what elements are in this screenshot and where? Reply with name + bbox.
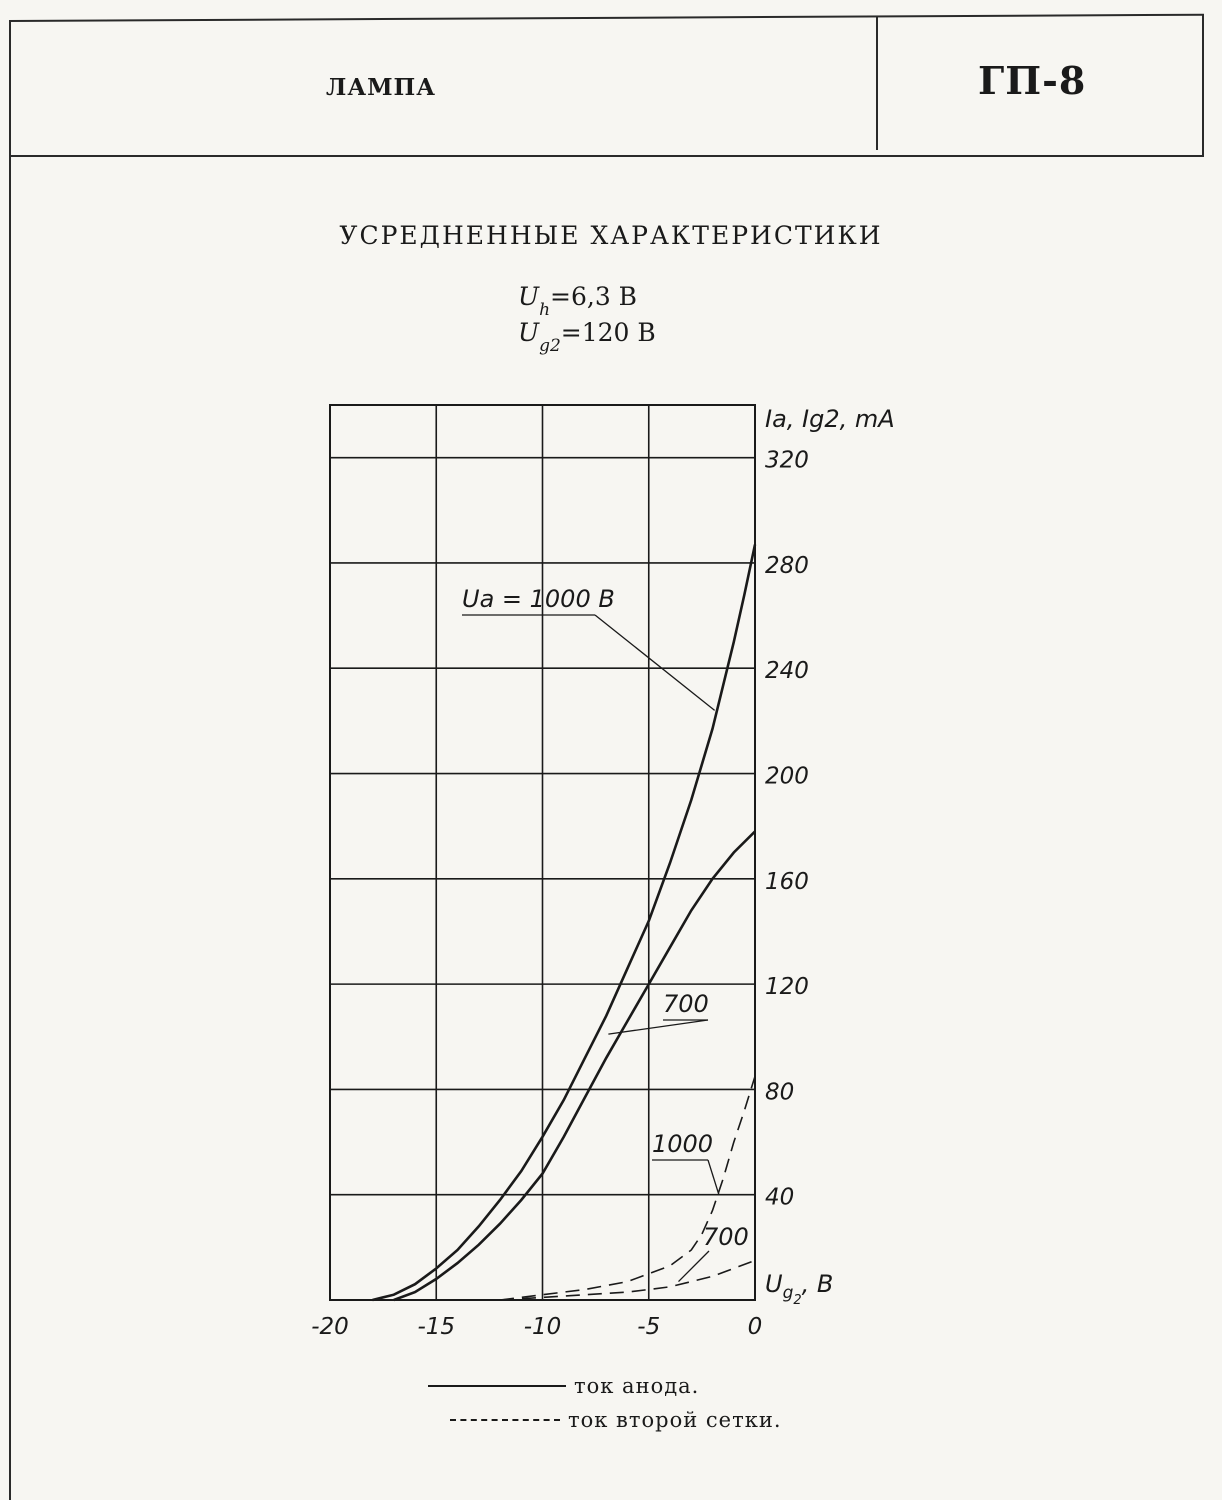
annotation-anode-1000: Ua = 1000 B — [462, 585, 615, 613]
annotation-grid2-1000: 1000 — [652, 1130, 714, 1158]
series-anode-0 — [373, 545, 756, 1301]
condition-heater-sub: h — [539, 300, 551, 320]
y-tick-label: 280 — [765, 552, 809, 579]
x-axis-label-symbol: U — [765, 1270, 783, 1298]
annotation-grid2-700-leader — [679, 1251, 710, 1282]
legend-dashed-swatch — [450, 1419, 560, 1421]
x-axis-label-unit: , B — [801, 1270, 834, 1298]
condition-screen-sub: g2 — [539, 336, 561, 356]
x-tick-label: -5 — [637, 1314, 661, 1340]
x-axis-label-sub: g — [782, 1283, 794, 1303]
annotation-grid2-700: 700 — [703, 1223, 749, 1251]
doc-code: ГП-8 — [978, 58, 1087, 103]
y-tick-label: 160 — [765, 868, 809, 895]
x-axis-label — [765, 1270, 833, 1308]
legend-anode-label: ток анода. — [574, 1374, 700, 1398]
y-tick-label: 320 — [765, 447, 809, 474]
annotation-anode-1000-leader — [595, 615, 715, 710]
condition-screen-symbol: U — [518, 318, 540, 347]
y-tick-label: 40 — [765, 1184, 795, 1211]
annotation-grid2-1000-leader — [708, 1160, 719, 1195]
chart-title: УСРЕДНЕННЫЕ ХАРАКТЕРИСТИКИ — [339, 221, 883, 250]
doc-label: ЛАМПА — [326, 74, 436, 101]
condition-heater-symbol: U — [518, 282, 540, 311]
x-axis-label-subsub: 2 — [793, 1293, 802, 1308]
y-tick-label: 80 — [765, 1079, 795, 1106]
condition-heater-value: =6,3 В — [550, 282, 638, 311]
legend-grid2-label: ток второй сетки. — [568, 1408, 782, 1432]
x-tick-label: -20 — [311, 1314, 349, 1340]
x-tick-label: -15 — [417, 1314, 456, 1340]
series-grid2-3 — [500, 1261, 755, 1301]
x-tick-label: -10 — [523, 1314, 562, 1340]
series-anode-1 — [394, 831, 755, 1300]
y-axis-label: Ia, Ig2, mA — [765, 405, 895, 433]
y-tick-label: 200 — [765, 763, 809, 790]
annotation-anode-700: 700 — [663, 990, 709, 1018]
y-tick-label: 240 — [765, 658, 809, 685]
x-tick-label: 0 — [747, 1314, 763, 1340]
y-tick-label: 120 — [765, 974, 809, 1001]
condition-screen-value: =120 В — [560, 318, 656, 347]
legend-anode — [428, 1374, 699, 1398]
legend-solid-swatch — [428, 1385, 566, 1387]
legend-grid2 — [450, 1408, 782, 1432]
